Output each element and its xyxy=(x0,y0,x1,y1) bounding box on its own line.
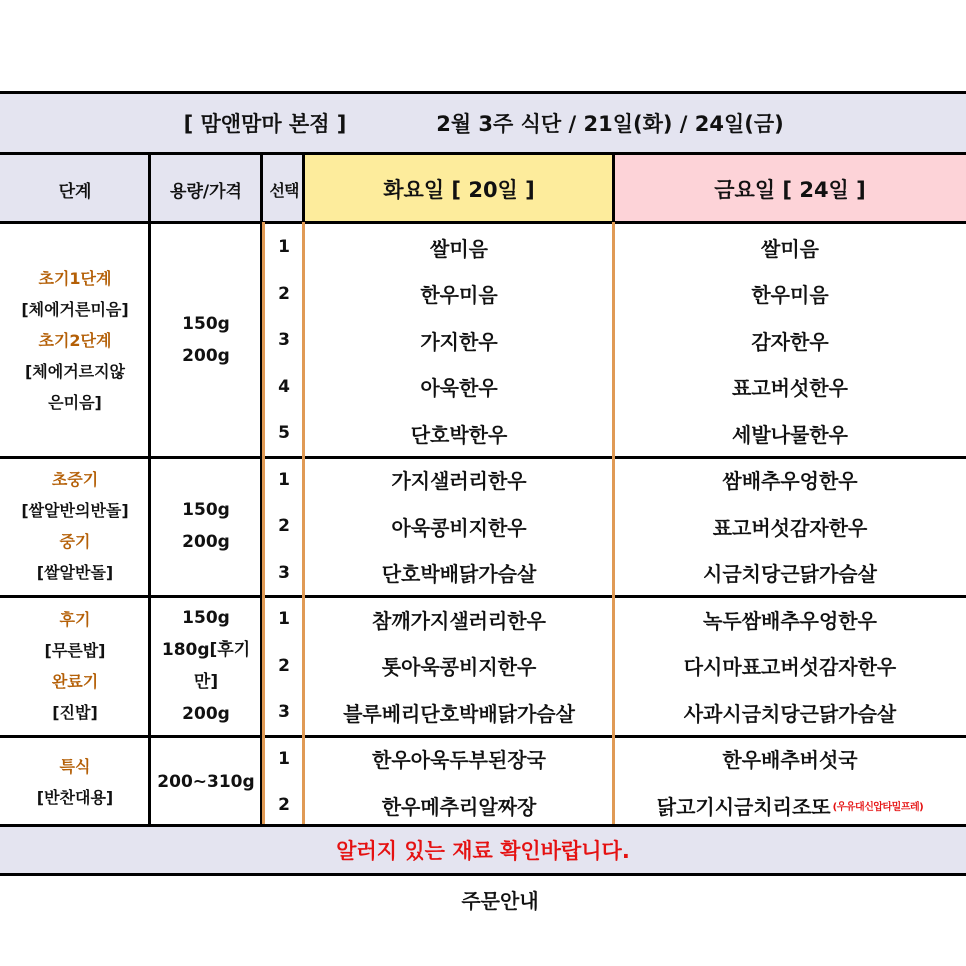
border-choice-tuesday xyxy=(302,152,305,222)
choice-number: 3 xyxy=(278,562,290,583)
friday-menu-name: 표고버섯한우 xyxy=(732,376,848,401)
stage-name: 후기 xyxy=(59,609,91,629)
friday-menu-item xyxy=(614,364,966,411)
stage-name: 초기2단계 xyxy=(38,330,112,350)
border-tuesday-friday xyxy=(612,152,615,222)
choice-number: 1 xyxy=(278,748,290,769)
tuesday-menu-item: 쌀미음 xyxy=(430,236,488,261)
group-separator xyxy=(0,456,966,459)
stage-cell xyxy=(0,596,150,736)
tuesday-menu-item: 한우메추리알짜장 xyxy=(381,794,537,819)
stage-description: [쌀알반돌] xyxy=(36,563,114,583)
footer-clip xyxy=(400,877,600,913)
amount-value: 200~310g xyxy=(157,772,255,792)
stage-name: 완료기 xyxy=(51,671,99,691)
allergy-notice: 알러지 있는 재료 확인바랍니다. xyxy=(336,839,630,863)
border-stage-amount xyxy=(148,152,151,824)
footer-fragment: 주문안내 xyxy=(461,889,539,913)
stage-name: 초중기 xyxy=(51,470,99,490)
choice-number: 4 xyxy=(278,376,290,397)
choice-number: 2 xyxy=(278,655,290,676)
choice-number: 1 xyxy=(278,469,290,490)
stage-description: [반찬대용] xyxy=(36,788,114,807)
amount-value: 180g[후기 xyxy=(161,639,251,660)
stage-name: 초기1단계 xyxy=(38,268,112,288)
amount-value: 만] xyxy=(193,671,219,692)
choice-number: 3 xyxy=(278,702,290,723)
group-separator xyxy=(0,735,966,738)
friday-menu-item xyxy=(614,550,966,597)
friday-menu-item xyxy=(614,689,966,736)
friday-menu-item xyxy=(614,410,966,457)
amount-cell xyxy=(150,736,262,829)
amount-cell xyxy=(150,224,262,457)
store-name: [ 맘앤맘마 본점 ] xyxy=(183,112,347,136)
friday-menu-name: 감자한우 xyxy=(751,329,829,354)
friday-menu-item xyxy=(614,224,966,271)
tuesday-menu-item: 가지샐러리한우 xyxy=(391,469,527,494)
amount-cell xyxy=(150,457,262,597)
stage-description: [무른밥] xyxy=(44,640,106,660)
friday-menu-item xyxy=(614,596,966,643)
friday-menu-name: 한우미음 xyxy=(751,283,829,308)
header-friday: 금요일 [ 24일 ] xyxy=(714,178,866,202)
header-amount: 용량/가격 xyxy=(170,181,242,202)
tuesday-menu-item: 가지한우 xyxy=(420,329,498,354)
choice-number: 5 xyxy=(278,423,290,444)
choice-number: 3 xyxy=(278,330,290,351)
tuesday-menu-item: 아욱콩비지한우 xyxy=(391,515,527,540)
tuesday-menu-item: 한우아욱두부된장국 xyxy=(372,748,546,773)
choice-number: 1 xyxy=(278,609,290,630)
choice-number: 1 xyxy=(278,237,290,258)
stage-description: [진밥] xyxy=(52,702,98,722)
friday-menu-item xyxy=(614,271,966,318)
friday-menu-name: 닭고기시금치리조또 xyxy=(656,794,831,819)
stage-cell xyxy=(0,736,150,829)
border-top xyxy=(0,91,966,94)
amount-cell xyxy=(150,596,262,736)
border-notice-top xyxy=(0,824,966,827)
friday-menu-item xyxy=(614,736,966,783)
friday-menu-name: 표고버섯감자한우 xyxy=(712,515,868,540)
amount-value: 150g xyxy=(182,314,230,335)
choice-number: 2 xyxy=(278,795,290,816)
stage-description: 은미음] xyxy=(48,392,102,412)
border-header-bottom xyxy=(0,221,966,224)
friday-menu-name: 한우배추버섯국 xyxy=(722,748,858,773)
amount-value: 200g xyxy=(182,703,230,724)
friday-menu-item xyxy=(614,317,966,364)
week-title: 2월 3주 식단 / 21일(화) / 24일(금) xyxy=(436,112,784,136)
stage-description: [체에거른미음] xyxy=(21,299,129,319)
tuesday-menu-item: 참깨가지샐러리한우 xyxy=(372,608,546,633)
divider-tuesday-friday xyxy=(612,222,615,824)
divider-choice-tuesday xyxy=(302,222,305,824)
divider-amount-choice xyxy=(262,222,265,824)
friday-menu-item xyxy=(614,782,966,829)
choice-number: 2 xyxy=(278,516,290,537)
tuesday-menu-item: 톳아욱콩비지한우 xyxy=(381,655,537,680)
amount-value: 150g xyxy=(182,607,230,628)
friday-menu-name: 다시마표고버섯감자한우 xyxy=(683,655,897,680)
friday-menu-name: 쌀미음 xyxy=(761,236,819,261)
choice-number: 2 xyxy=(278,283,290,304)
tuesday-menu-item: 블루베리단호박배닭가슴살 xyxy=(343,701,575,726)
friday-menu-name: 세발나물한우 xyxy=(732,422,848,447)
border-bottom xyxy=(0,873,966,876)
stage-name: 특식 xyxy=(59,757,91,776)
stage-name: 중기 xyxy=(59,532,91,552)
header-tuesday: 화요일 [ 20일 ] xyxy=(383,178,535,202)
tuesday-menu-item: 아욱한우 xyxy=(420,376,498,401)
header-stage: 단계 xyxy=(58,181,92,202)
amount-value: 200g xyxy=(182,532,230,553)
stage-cell xyxy=(0,457,150,597)
friday-menu-note: (우유대신압타밀프레) xyxy=(832,801,924,813)
stage-description: [쌀알반의반돌] xyxy=(21,501,129,521)
tuesday-menu-item: 단호박한우 xyxy=(410,422,508,447)
friday-menu-name: 사과시금치당근닭가슴살 xyxy=(683,701,897,726)
friday-menu-item xyxy=(614,457,966,504)
amount-value: 150g xyxy=(182,500,230,521)
friday-menu-item xyxy=(614,503,966,550)
friday-menu-item xyxy=(614,643,966,690)
group-separator xyxy=(0,595,966,598)
amount-value: 200g xyxy=(182,346,230,367)
stage-description: [체에거르지않 xyxy=(24,361,126,381)
header-choice: 선택 xyxy=(269,180,299,200)
friday-menu-name: 쌈배추우엉한우 xyxy=(722,469,858,494)
tuesday-menu-item: 단호박배닭가슴살 xyxy=(381,562,537,587)
friday-menu-name: 녹두쌈배추우엉한우 xyxy=(703,608,877,633)
border-title-bottom xyxy=(0,152,966,155)
tuesday-menu-item: 한우미음 xyxy=(420,283,498,308)
friday-menu-name: 시금치당근닭가슴살 xyxy=(703,562,877,587)
stage-cell xyxy=(0,224,150,457)
